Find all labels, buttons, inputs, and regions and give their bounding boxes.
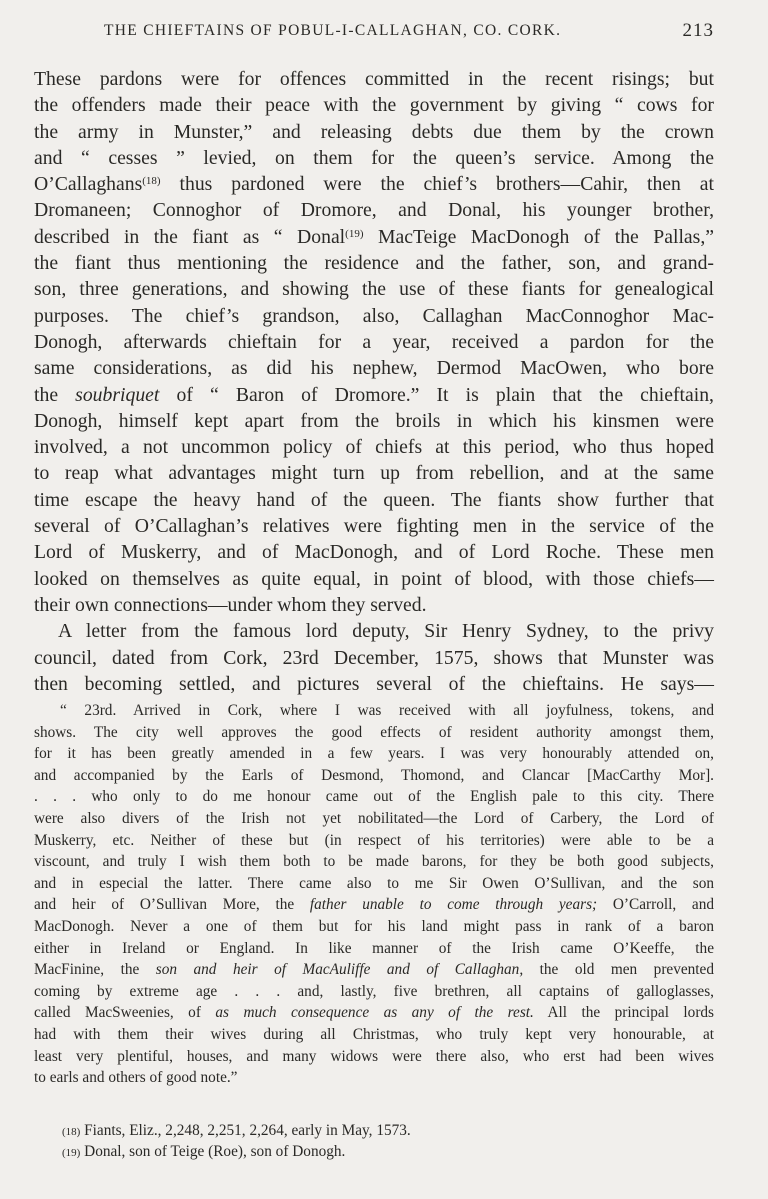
text-run: and heir of O’Sullivan More, the bbox=[34, 896, 310, 914]
text-run: MacFinine, the bbox=[34, 961, 156, 979]
text-line: the fiant thus mentioning the residence and the father, son, and grand- bbox=[34, 252, 714, 275]
footnote-text: Donal, son of Teige (Roe), son of Donogh. bbox=[80, 1143, 346, 1160]
italic-run: father unable to come through years; bbox=[309, 896, 598, 914]
text-line: Lord of Muskerry, and of MacDonogh, and of Lord Roche. These men bbox=[34, 541, 714, 564]
text-line: the army in Munster,” and releasing debts due them by the crown bbox=[34, 120, 714, 143]
quote-line bbox=[34, 894, 714, 916]
quote-line: MacDonogh. Never a one of them but for his land might pass in rank of a baron bbox=[34, 917, 714, 935]
text-line: looked on themselves as quite equal, in point of blood, with those chiefs— bbox=[34, 567, 714, 590]
quote-line: “ 23rd. Arrived in Cork, where I was received with all joyfulness, tokens, and bbox=[60, 702, 714, 719]
text-line bbox=[34, 171, 714, 197]
footnote-ref-18: (18) bbox=[142, 175, 161, 188]
text-line bbox=[34, 382, 714, 408]
text-line bbox=[34, 224, 714, 250]
footnote-marker: (19) bbox=[62, 1147, 81, 1159]
text-run: the old men prevented bbox=[523, 961, 714, 979]
text-line: A letter from the famous lord deputy, Sir Henry Sydney, to the privy bbox=[58, 620, 714, 643]
quote-line: least very plentiful, houses, and many widows were there also, who erst had been wives bbox=[34, 1047, 714, 1065]
text-line: son, three generations, and showing the use of these fiants for genealogical bbox=[34, 278, 714, 301]
text-line: their own connections—under whom they served. bbox=[34, 593, 427, 616]
text-line: several of O’Callaghan’s relatives were fighting men in the service of the bbox=[34, 515, 714, 538]
text-line: Donogh, afterwards chieftain for a year, received a pardon for the bbox=[34, 330, 714, 353]
quote-line: Muskerry, etc. Neither of these but (in respect of his territories) were able to be a bbox=[34, 831, 714, 849]
quote-line: shows. The city well approves the good effects of resident authority amongst them, bbox=[34, 723, 714, 741]
text-line: Donogh, himself kept apart from the broils in which his kinsmen were bbox=[34, 409, 714, 432]
quote-line bbox=[34, 959, 714, 981]
quote-line: either in Ireland or England. In like manner of the Irish came O’Keeffe, the bbox=[34, 939, 714, 957]
italic-run: son and heir of MacAuliffe and of Callaghan, bbox=[155, 961, 524, 979]
footnote-text: Fiants, Eliz., 2,248, 2,251, 2,264, early in May, 1573. bbox=[80, 1122, 411, 1139]
italic-run: as much consequence as any of the rest. bbox=[215, 1004, 534, 1022]
quote-line: viscount, and truly I wish them both to be made barons, for they be both good subjects, bbox=[34, 853, 714, 871]
quote-line: and in especial the latter. There came also to me Sir Owen O’Sullivan, and the son bbox=[34, 874, 714, 892]
quote-line: had with them their wives during all Christmas, who truly kept very honourable, at bbox=[34, 1025, 714, 1043]
text-line: Dromaneen; Connoghor of Dromore, and Donal, his younger brother, bbox=[34, 199, 714, 222]
running-header bbox=[70, 20, 718, 44]
text-line: same considerations, as did his nephew, Dermod MacOwen, who bore bbox=[34, 357, 714, 380]
quote-line: to earls and others of good note.” bbox=[34, 1069, 238, 1087]
text-line: These pardons were for offences committed in the recent risings; but bbox=[34, 68, 714, 90]
text-line: and “ cesses ” levied, on them for the queen’s service. Among the bbox=[34, 146, 714, 169]
text-run: the bbox=[34, 383, 76, 406]
text-run: of “ Baron of Dromore.” It is plain that the chieftain, bbox=[159, 383, 714, 406]
main-text bbox=[34, 66, 714, 697]
text-line: to reap what advantages might turn up from rebellion, and at the same bbox=[34, 462, 714, 485]
page-number: 213 bbox=[682, 20, 714, 41]
text-line: time escape the heavy hand of the queen. The fiants show further that bbox=[34, 488, 714, 511]
text-line: council, dated from Cork, 23rd December, 1575, shows that Munster was bbox=[34, 646, 714, 669]
text-line: purposes. The chief’s grandson, also, Callaghan MacConnoghor Mac- bbox=[34, 304, 714, 327]
text-line: the offenders made their peace with the government by giving “ cows for bbox=[34, 94, 714, 117]
quote-line: and accompanied by the Earls of Desmond, Thomond, and Clancar [MacCarthy Mor]. bbox=[34, 766, 714, 784]
quote-line bbox=[34, 1002, 714, 1024]
footnote-18 bbox=[62, 1121, 411, 1142]
footnotes bbox=[62, 1121, 411, 1163]
italic-run: soubriquet bbox=[75, 383, 160, 406]
footnote-19 bbox=[62, 1142, 411, 1163]
footnote-marker: (18) bbox=[62, 1126, 81, 1138]
block-quote bbox=[34, 700, 714, 1089]
quote-line: were also divers of the Irish not yet nobilitated—the Lord of Carbery, the Lord of bbox=[34, 809, 714, 827]
text-run: MacTeige MacDonogh of the Pallas,” bbox=[363, 225, 714, 248]
quote-line: for it has been greatly amended in a few years. I was very honourably attended on, bbox=[34, 745, 714, 763]
text-run: All the principal lords bbox=[533, 1004, 715, 1022]
running-title: THE CHIEFTAINS OF POBUL-I-CALLAGHAN, CO. CORK. bbox=[104, 22, 562, 39]
quote-line: coming by extreme age . . . and, lastly, five brethren, all captains of galloglasses, bbox=[34, 982, 714, 1000]
quote-line: . . . who only to do me honour came out of the English pale to this city. There bbox=[34, 788, 714, 806]
text-run: O’Callaghans bbox=[34, 173, 143, 196]
footnote-ref-19: (19) bbox=[345, 227, 364, 240]
text-line: involved, a not uncommon policy of chiefs at this period, who thus hoped bbox=[34, 436, 714, 459]
text-run: O’Carroll, and bbox=[597, 896, 715, 914]
text-run: called MacSweenies, of bbox=[34, 1004, 216, 1022]
text-run: described in the fiant as “ Donal bbox=[34, 225, 346, 248]
text-line: then becoming settled, and pictures several of the chieftains. He says— bbox=[34, 672, 714, 695]
text-run: thus pardoned were the chief’s brothers—Cahir, then at bbox=[160, 173, 714, 196]
